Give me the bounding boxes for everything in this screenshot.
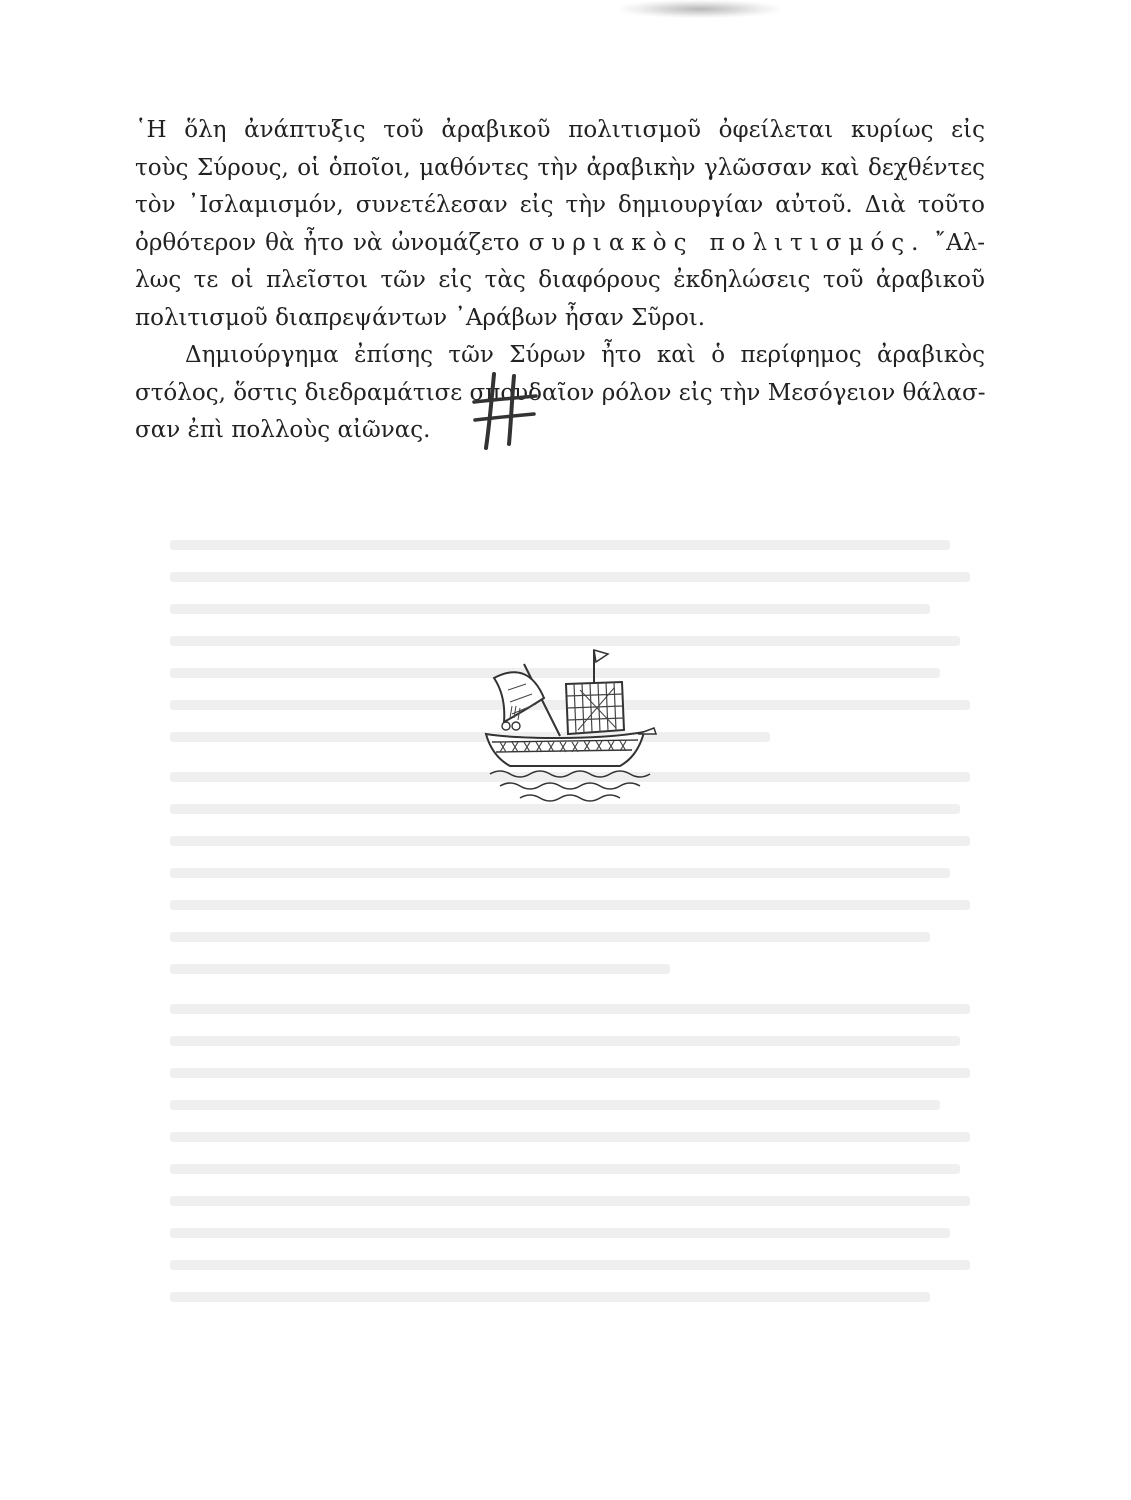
bleed-line	[170, 1292, 930, 1302]
bleed-through-background	[140, 390, 1020, 1370]
scan-smudge	[620, 0, 780, 18]
text-line: στόλος, ὅστις διεδραμάτισε σπουδαῖον ρόλον εἰς τὴν Μεσόγειον θάλασ-	[135, 379, 986, 406]
text-line: τοὺς Σύρους, οἱ ὁποῖοι, μαθόντες τὴν ἀραβικὴν γλῶσσαν καὶ δεχθέντες	[135, 154, 985, 181]
bleed-line	[170, 1196, 970, 1206]
bleed-line	[170, 1100, 940, 1110]
bleed-line	[170, 964, 670, 974]
bleed-line	[170, 1260, 970, 1270]
text-line: σαν ἐπὶ πολλοὺς αἰῶνας.	[135, 417, 431, 443]
text-line: πολιτισμοῦ διαπρεψάντων ᾿Αράβων ἦσαν Σῦροι.	[135, 304, 706, 331]
bleed-line	[170, 572, 970, 582]
bleed-line	[170, 1228, 950, 1238]
bleed-line	[170, 868, 950, 878]
spaced-emphasis: συριακὸς πολιτισμός.	[528, 229, 926, 256]
text-line: ῾Η ὅλη ἀνάπτυξις τοῦ ἀραβικοῦ πολιτισμοῦ ὀφείλεται κυρίως εἰς	[135, 117, 985, 143]
bleed-line	[170, 1036, 960, 1046]
text-line-with-emphasis	[135, 225, 985, 263]
body-text	[135, 112, 985, 450]
text-segment: ὀρθότερον θὰ ἦτο νὰ ὠνομάζετο	[135, 229, 520, 256]
bleed-line	[170, 1068, 970, 1078]
bleed-line	[170, 932, 930, 942]
bleed-line	[170, 604, 930, 614]
sailing-ship-illustration-icon	[470, 638, 670, 816]
bleed-line	[170, 1132, 970, 1142]
bleed-line	[170, 540, 950, 550]
bleed-line	[170, 900, 970, 910]
handwritten-hash-mark-icon	[470, 370, 540, 450]
text-line: Δημιούργημα ἐπίσης τῶν Σύρων ἦτο καὶ ὁ περίφημος ἀραβικὸς	[185, 342, 985, 368]
paragraph-2	[135, 337, 985, 450]
text-segment: ῎Αλ-	[934, 229, 986, 256]
text-line: τὸν ᾿Ισλαμισμόν, συνετέλεσαν εἰς τὴν δημιουργίαν αὐτοῦ. Διὰ τοῦτο	[135, 192, 985, 218]
bleed-line	[170, 836, 970, 846]
bleed-line	[170, 1164, 960, 1174]
bleed-line	[170, 1004, 970, 1014]
paragraph-1	[135, 112, 985, 337]
text-line: λως τε οἱ πλεῖστοι τῶν εἰς τὰς διαφόρους ἐκδηλώσεις τοῦ ἀραβικοῦ	[135, 267, 985, 293]
